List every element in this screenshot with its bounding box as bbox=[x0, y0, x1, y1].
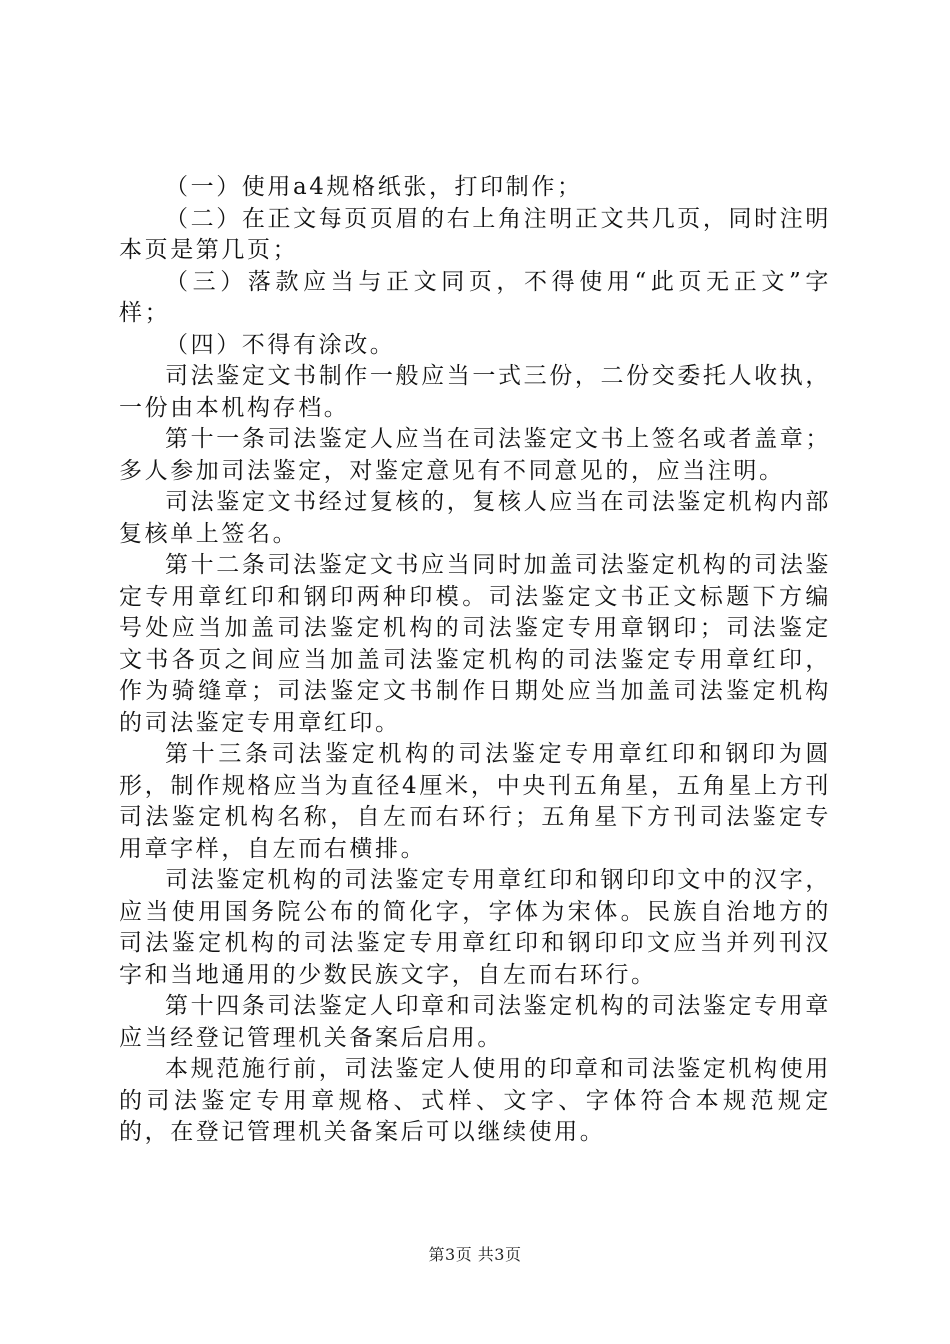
paragraph-article-14: 第十四条司法鉴定人印章和司法鉴定机构的司法鉴定专用章应当经登记管理机关备案后启用。 bbox=[119, 993, 831, 1051]
paragraph-item-4: （四）不得有涂改。 bbox=[165, 331, 396, 358]
paragraph-item-3: （三）落款应当与正文同页，不得使用“此页无正文”字样； bbox=[119, 268, 831, 326]
page-number-footer: 第3页 共3页 bbox=[428, 1245, 522, 1264]
paragraph-article-11: 第十一条司法鉴定人应当在司法鉴定文书上签名或者盖章；多人参加司法鉴定，对鉴定意见有不同意见的，应当注明。 bbox=[119, 426, 831, 484]
paragraph-copies: 司法鉴定文书制作一般应当一式三份，二份交委托人收执，一份由本机构存档。 bbox=[119, 363, 831, 421]
paragraph-article-13: 第十三条司法鉴定机构的司法鉴定专用章红印和钢印为圆形，制作规格应当为直径4厘米，中央刊五角星，五角星上方刊司法鉴定机构名称，自左而右环行；五角星下方刊司法鉴定专用章字样，自左而右横排。 bbox=[119, 741, 831, 862]
paragraph-review: 司法鉴定文书经过复核的，复核人应当在司法鉴定机构内部复核单上签名。 bbox=[119, 489, 831, 547]
paragraph-seal-text: 司法鉴定机构的司法鉴定专用章红印和钢印印文中的汉字，应当使用国务院公布的简化字，字体为宋体。民族自治地方的司法鉴定机构的司法鉴定专用章红印和钢印印文应当并列刊汉字和当地通用的少数民族文字，自左而右环行。 bbox=[119, 867, 831, 988]
document-body bbox=[119, 172, 831, 1149]
paragraph-article-12: 第十二条司法鉴定文书应当同时加盖司法鉴定机构的司法鉴定专用章红印和钢印两种印模。司法鉴定文书正文标题下方编号处应当加盖司法鉴定机构的司法鉴定专用章钢印；司法鉴定文书各页之间应当加盖司法鉴定机构的司法鉴定专用章红印，作为骑缝章；司法鉴定文书制作日期处应当加盖司法鉴定机构的司法鉴定专用章红印。 bbox=[119, 552, 831, 736]
paragraph-item-2: （二）在正文每页页眉的右上角注明正文共几页，同时注明本页是第几页； bbox=[119, 205, 831, 263]
paragraph-transition: 本规范施行前，司法鉴定人使用的印章和司法鉴定机构使用的司法鉴定专用章规格、式样、文字、字体符合本规范规定的，在登记管理机关备案后可以继续使用。 bbox=[119, 1056, 831, 1145]
paragraph-item-1: （一）使用a4规格纸张，打印制作； bbox=[165, 174, 583, 200]
